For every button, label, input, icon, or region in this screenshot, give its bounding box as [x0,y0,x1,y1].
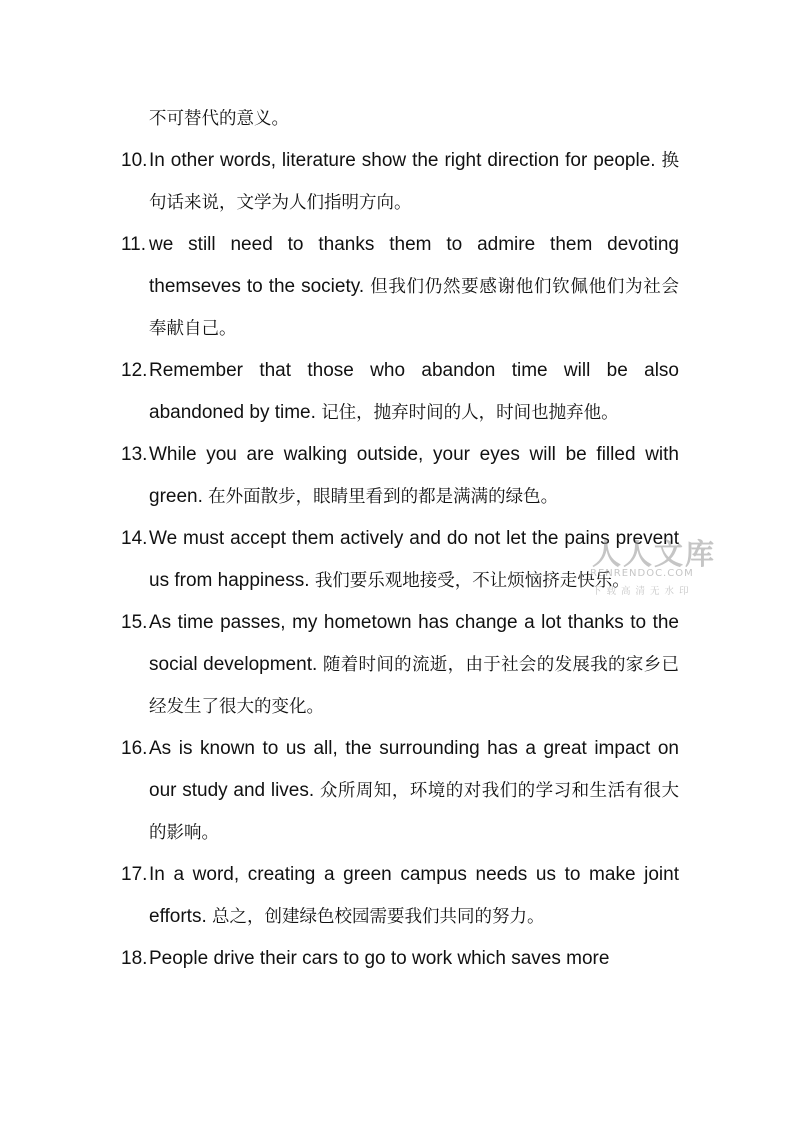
english-sentence: In other words, literature show the right direction for people. [149,150,656,171]
document-body [121,98,679,980]
chinese-translation: 在外面散步，眼睛里看到的都是满满的绿色。 [208,487,559,507]
chinese-translation: 记住，抛弃时间的人，时间也抛弃他。 [321,403,619,423]
english-sentence: People drive their cars to go to work which saves more [149,948,610,969]
sentence-item [121,140,679,224]
item-number: 12. [121,360,148,381]
sentence-item [121,434,679,518]
sentence-item [121,224,679,350]
sentence-item [121,728,679,854]
item-number: 14. [121,528,148,549]
watermark-site: RENRENDOC.COM [590,568,694,579]
watermark-brand: 人人文库 [592,537,717,571]
item-number: 10. [121,150,148,171]
chinese-translation: 随着时间的流逝，由于社会的发展我的家乡已经发生了很大的变化。 [149,655,680,717]
chinese-translation: 我们要乐观地接受，不让烦恼挤走快乐。 [314,571,630,591]
english-sentence: As is known to us all, the surrounding has a great impact on our study and lives. [149,738,679,801]
item-number: 15. [121,612,148,633]
sentence-item [121,602,679,728]
intro-line: 不可替代的意义。 [149,109,289,129]
english-sentence: we still need to thanks them to admire them devoting themseves to the society. [149,234,679,297]
item-number: 13. [121,444,148,465]
english-sentence: In a word, creating a green campus needs us to make joint efforts. [149,864,679,927]
sentence-item [121,518,679,602]
item-number: 18. [121,948,148,969]
sentence-item [121,350,679,434]
chinese-translation: 但我们仍然要感谢他们钦佩他们为社会奉献自己。 [149,277,679,339]
chinese-translation: 总之，创建绿色校园需要我们共同的努力。 [212,907,545,927]
chinese-translation: 换句话来说，文学为人们指明方向。 [149,151,679,213]
english-sentence: While you are walking outside, your eyes will be filled with green. [149,444,679,507]
chinese-translation: 众所周知，环境的对我们的学习和生活有很大的影响。 [149,781,680,843]
item-number: 11. [121,234,147,255]
watermark-tagline: 下载高清无水印 [592,586,694,597]
english-sentence: As time passes, my hometown has change a lot thanks to the social development. [149,612,679,675]
english-sentence: We must accept them actively and do not let the pains prevent us from happiness. [149,528,679,591]
english-sentence: Remember that those who abandon time will be also abandoned by time. [149,360,679,423]
sentence-item [121,938,679,980]
item-number: 16. [121,738,148,759]
item-number: 17. [121,864,148,885]
sentence-item [121,854,679,938]
